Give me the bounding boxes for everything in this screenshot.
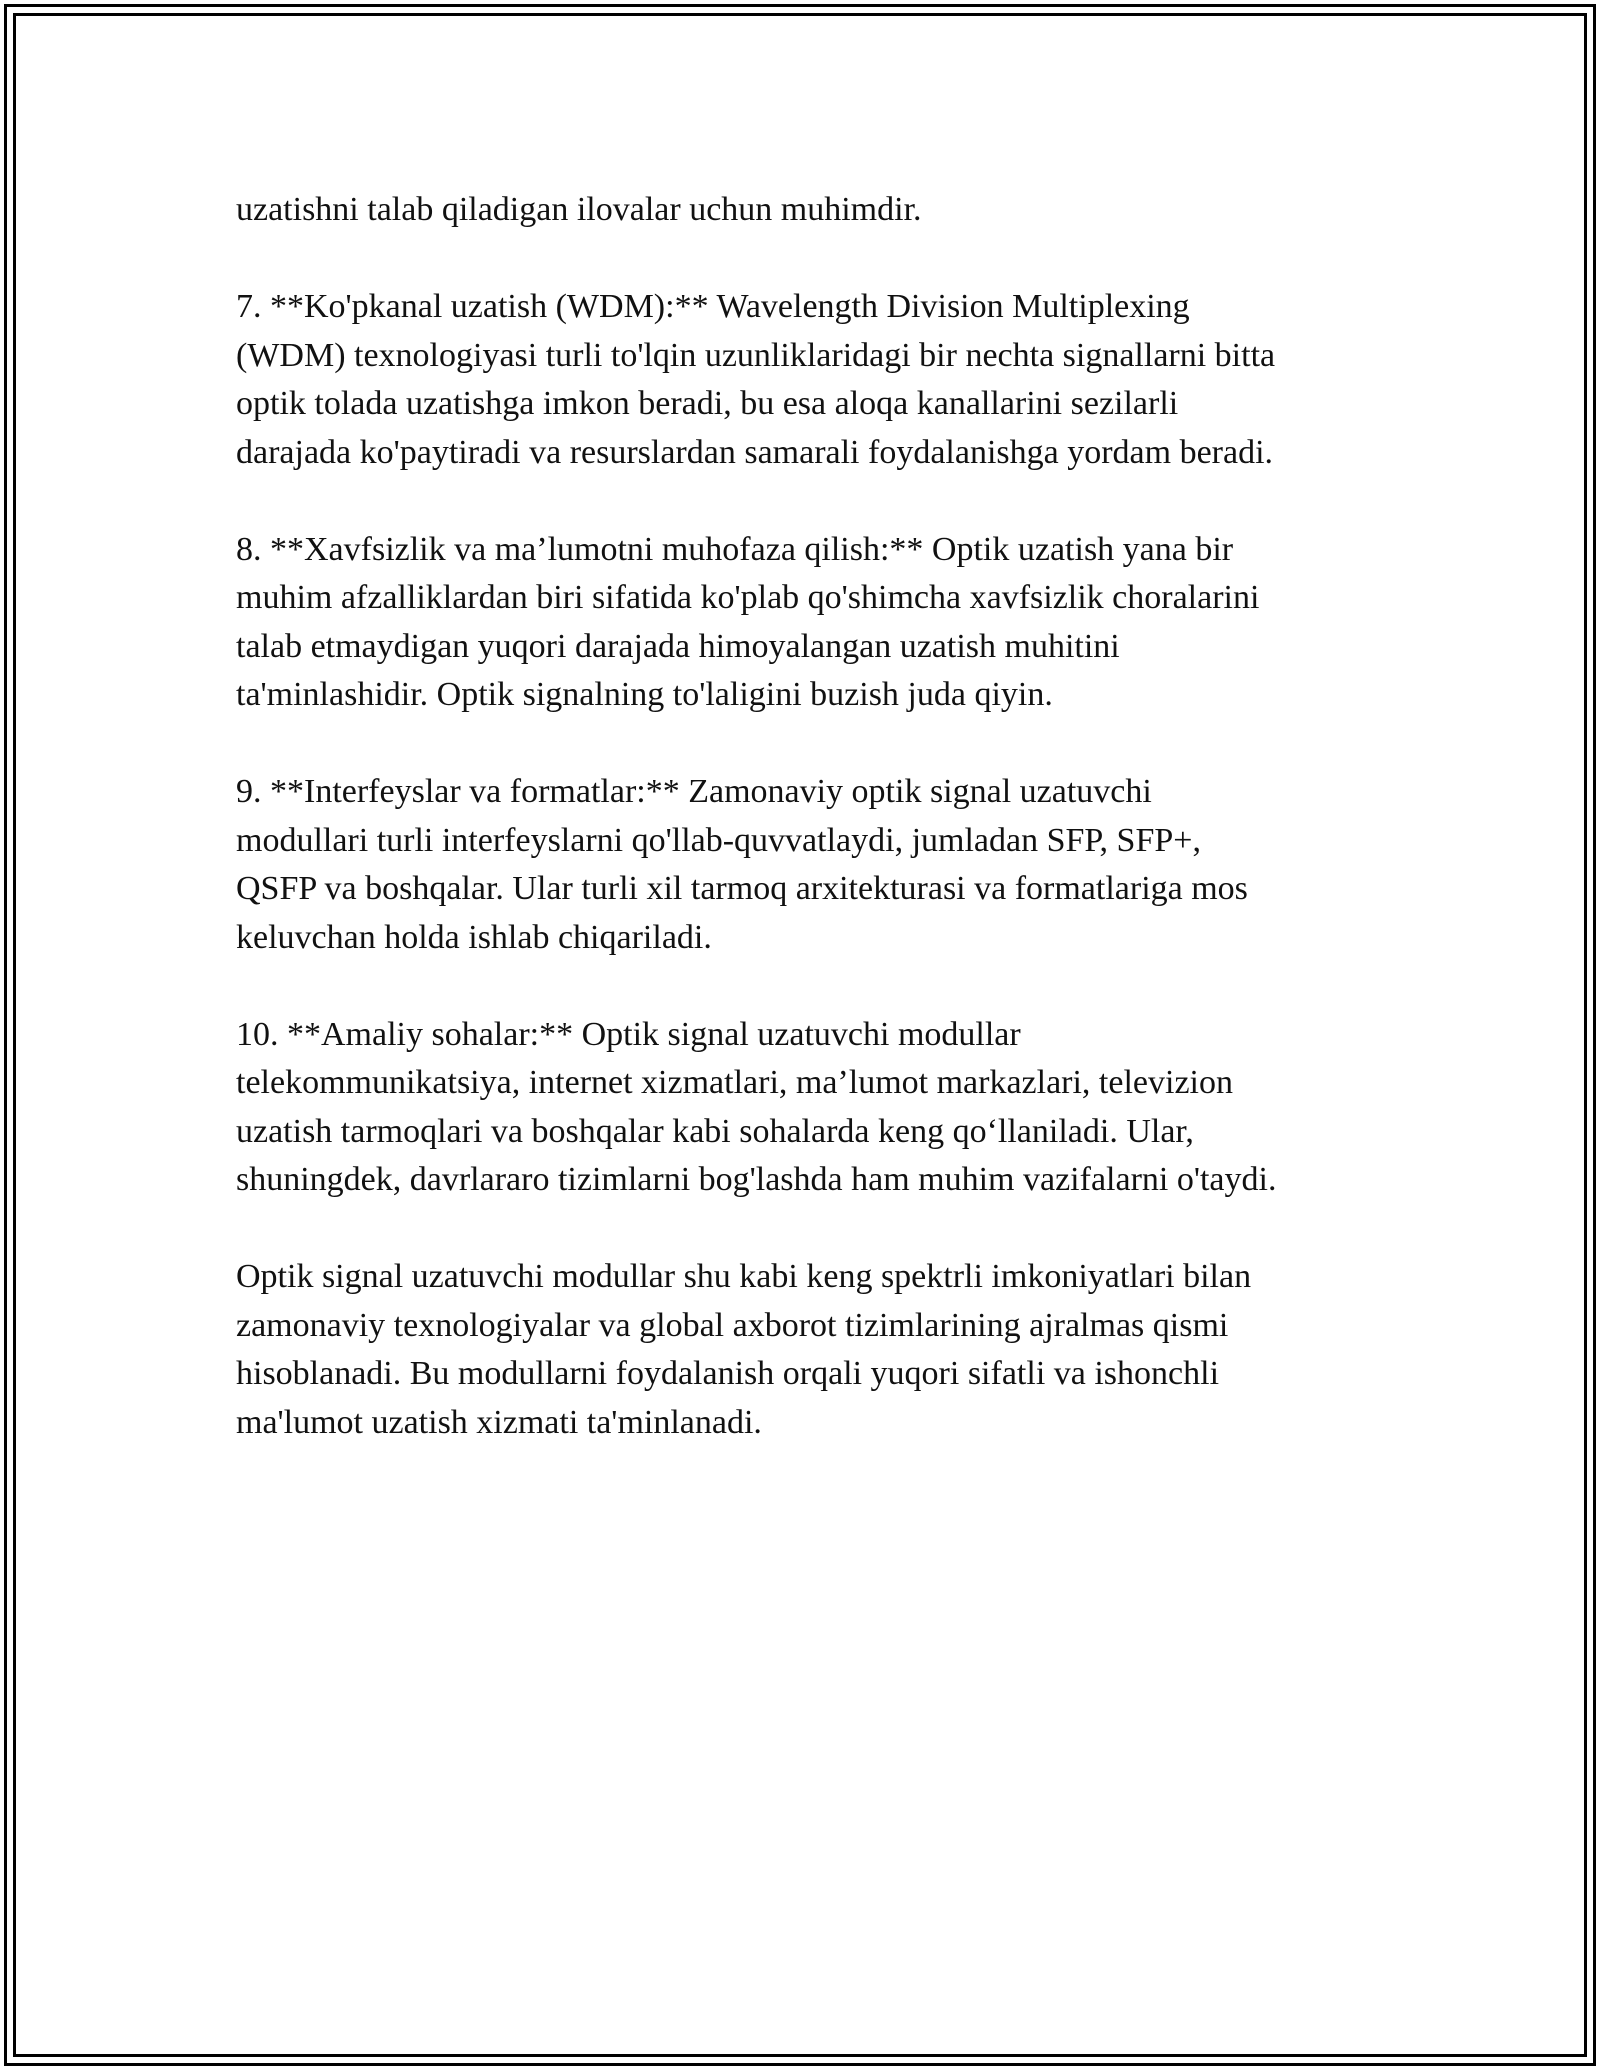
paragraph-continuation: uzatishni talab qiladigan ilovalar uchun muhimdir. [236, 191, 922, 228]
paragraph-item-8-security: 8. **Xavfsizlik va ma’lumotni muhofaza qilish:** Optik uzatish yana bir muhim afzalliklardan biri sifatida ko'plab qo'shimcha xavfsizlik choralarini talab etmaydigan yuqori darajada himoyalangan uzatish muhitini ta'minlashidir. Optik signalning to'laligini buzish juda qiyin. [236, 530, 1260, 713]
paragraph-item-9-interfaces: 9. **Interfeyslar va formatlar:** Zamonaviy optik signal uzatuvchi modullari turli interfeyslarni qo'llab-quvvatlaydi, jumladan SFP, SFP+, QSFP va boshqalar. Ular turli xil tarmoq arxitekturasi va formatlariga mos keluvchan holda ishlab chiqariladi. [236, 773, 1248, 956]
paragraph-conclusion: Optik signal uzatuvchi modullar shu kabi keng spektrli imkoniyatlari bilan zamonaviy texnologiyalar va global axborot tizimlarining ajralmas qismi hisoblanadi. Bu modullarni foydalanish orqali yuqori sifatli va ishonchli ma'lumot uzatish xizmati ta'minlanadi. [236, 1258, 1252, 1441]
paragraph-item-7-wdm: 7. **Ko'pkanal uzatish (WDM):** Wavelength Division Multiplexing (WDM) texnologiyasi turli to'lqin uzunliklaridagi bir nechta signallarni bitta optik tolada uzatishga imkon beradi, bu esa aloqa kanallarini sezilarli darajada ko'paytiradi va resurslardan samarali foydalanishga yordam beradi. [236, 288, 1276, 471]
paragraph-item-10-applications: 10. **Amaliy sohalar:** Optik signal uzatuvchi modullar telekommunikatsiya, internet xizmatlari, ma’lumot markazlari, televizion uzatish tarmoqlari va boshqalar kabi sohalarda keng qo‘llaniladi. Ular, shuningdek, davrlararo tizimlarni bog'lashda ham muhim vazifalarni o'taydi. [236, 1015, 1277, 1198]
document-body [236, 186, 1386, 1496]
